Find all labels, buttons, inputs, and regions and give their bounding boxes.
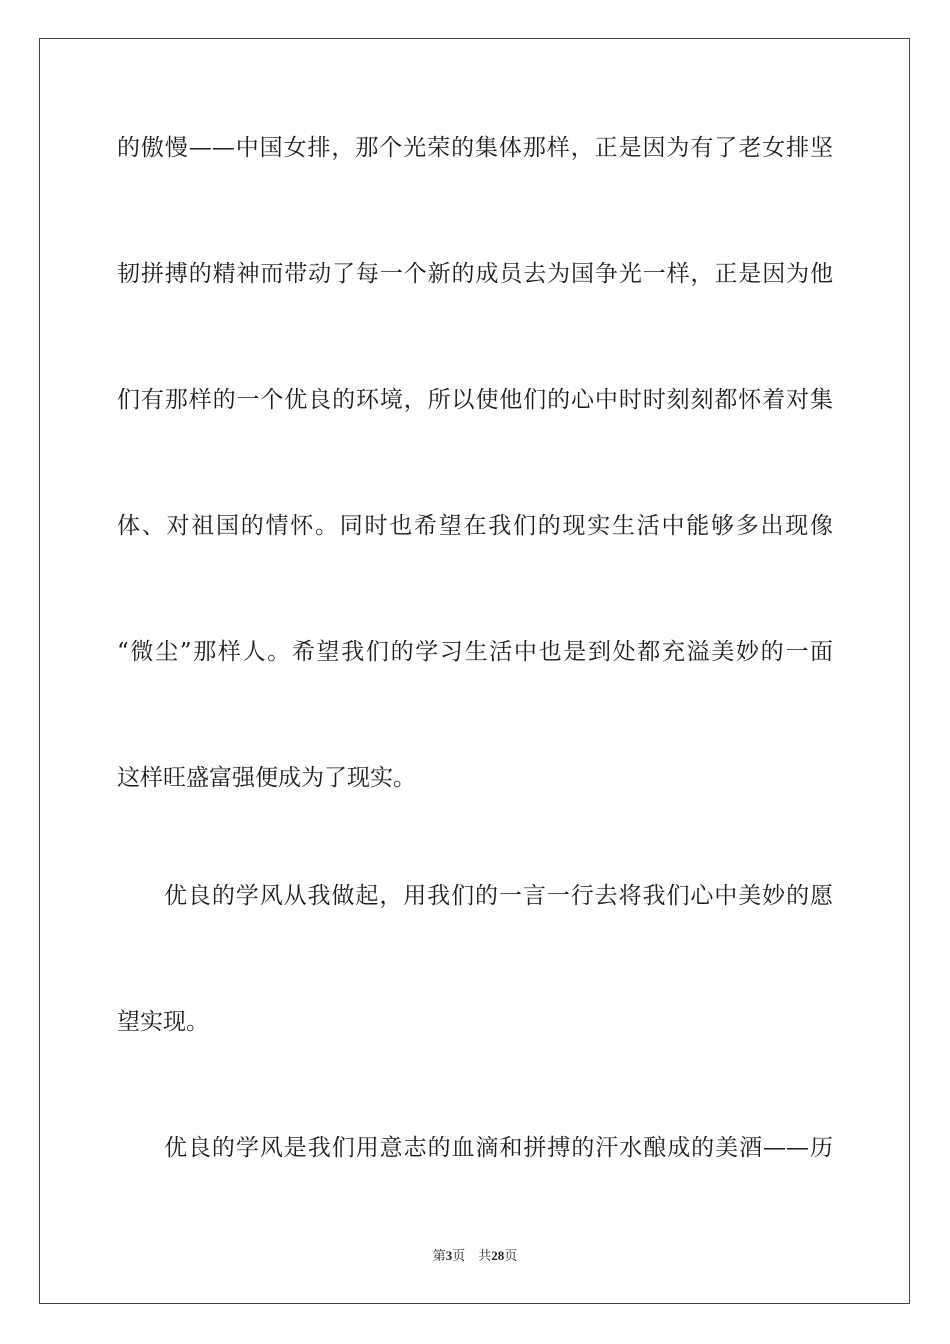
text-line-5: “微尘”那样人。希望我们的学习生活中也是到处都充溢美妙的一面 (117, 639, 833, 665)
footer-total-unit: 页 (504, 1248, 518, 1263)
footer-page-unit: 页 (452, 1248, 466, 1263)
footer-total-prefix: 共 (478, 1248, 492, 1263)
text-line-3: 们有那样的一个优良的环境，所以使他们的心中时时刻刻都怀着对集 (117, 387, 833, 413)
page-frame (39, 38, 910, 1304)
footer-current-page: 3 (445, 1248, 453, 1263)
text-line-4: 体、对祖国的情怀。同时也希望在我们的现实生活中能够多出现像 (117, 513, 833, 539)
text-line-6: 这样旺盛富强便成为了现实。 (117, 765, 416, 791)
footer-total-pages: 28 (491, 1248, 505, 1263)
text-line-2: 韧拼搏的精神而带动了每一个新的成员去为国争光一样，正是因为他 (117, 261, 833, 287)
paragraph-line-2: 望实现。 (117, 1009, 209, 1035)
footer-prefix: 第 (432, 1248, 446, 1263)
text-line-1: 的傲慢——中国女排，那个光荣的集体那样，正是因为有了老女排坚 (117, 135, 833, 161)
paragraph-line-3: 优良的学风是我们用意志的血滴和拼搏的汗水酿成的美酒——历 (164, 1135, 833, 1161)
page-footer (0, 1247, 950, 1265)
paragraph-line-1: 优良的学风从我做起，用我们的一言一行去将我们心中美妙的愿 (164, 883, 833, 909)
